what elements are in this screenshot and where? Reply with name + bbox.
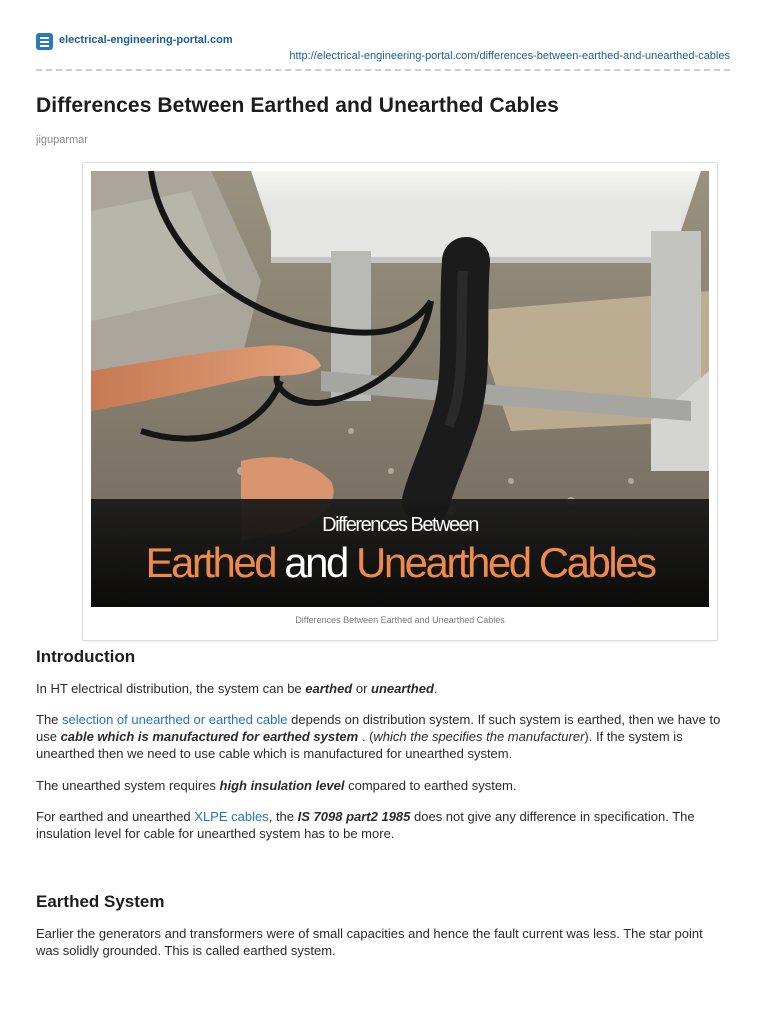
p3-text-2: compared to earthed system. [344,778,517,793]
p2-italic-text: which the specifies the manufacturer [373,729,585,744]
p3-text-1: The unearthed system requires [36,778,220,793]
p2-text-2: depends on distribution system. If such system is earthed, then we have to use [36,712,721,744]
banner-subtitle: Differences Between [322,514,478,536]
site-name-link[interactable]: electrical-engineering-portal.com [59,34,233,46]
page-title: Differences Between Earthed and Unearthed Cables [36,94,559,117]
banner-title [91,539,709,587]
p4-bold-text: IS 7098 part2 1985 [297,809,411,824]
banner-word-unearthed-cables: Unearthed Cables [355,539,655,586]
p1-text-2: or [352,681,372,696]
p2-text-1: The [36,712,63,727]
paragraph-3 [36,777,726,794]
article-figure [82,162,718,641]
figure-caption: Differences Between Earthed and Unearthed Cables [295,615,505,625]
paragraph-1 [36,680,726,697]
header-divider [36,69,730,71]
p2-text-4: ). If the system is unearthed then we need to use cable which is manufactured for unearthed system. [36,729,683,761]
cable-photo [91,171,709,607]
p1-bold-unearthed: unearthed [371,681,434,696]
author-name: jiguparmar [36,134,88,146]
banner-word-and: and [284,539,347,586]
p2-text-3: . ( [358,729,374,744]
section-heading-earthed-system: Earthed System [36,892,165,911]
xlpe-cables-link[interactable]: XLPE cables [194,809,269,824]
p4-text-2: , the [268,809,298,824]
paragraph-5 [36,925,726,959]
page-url-link[interactable]: http://electrical-engineering-portal.com/differences-between-earthed-and-unearthed-cables [289,50,730,62]
p4-text-1: For earthed and unearthed [36,809,195,824]
paragraph-2 [36,711,726,762]
p1-text-1: In HT electrical distribution, the system can be [36,681,306,696]
section-heading-introduction: Introduction [36,647,136,666]
banner-word-earthed: Earthed [145,539,276,586]
p1-text-3: . [433,681,438,696]
p2-bold-text: cable which is manufactured for earthed system [60,729,359,744]
p5-text-1: Earlier the generators and transformers were of small capacities and hence the fault current was less. The star point was solidly grounded. This is called earthed system. [36,926,703,958]
p1-bold-earthed: earthed [305,681,353,696]
p3-bold-text: high insulation level [219,778,345,793]
document-icon [36,33,53,50]
cable-selection-link[interactable]: selection of unearthed or earthed cable [62,712,288,727]
site-header [36,32,730,72]
paragraph-4 [36,808,726,842]
p4-text-3: does not give any difference in specification. The insulation level for cable for unearthed system has to be more. [36,809,695,841]
